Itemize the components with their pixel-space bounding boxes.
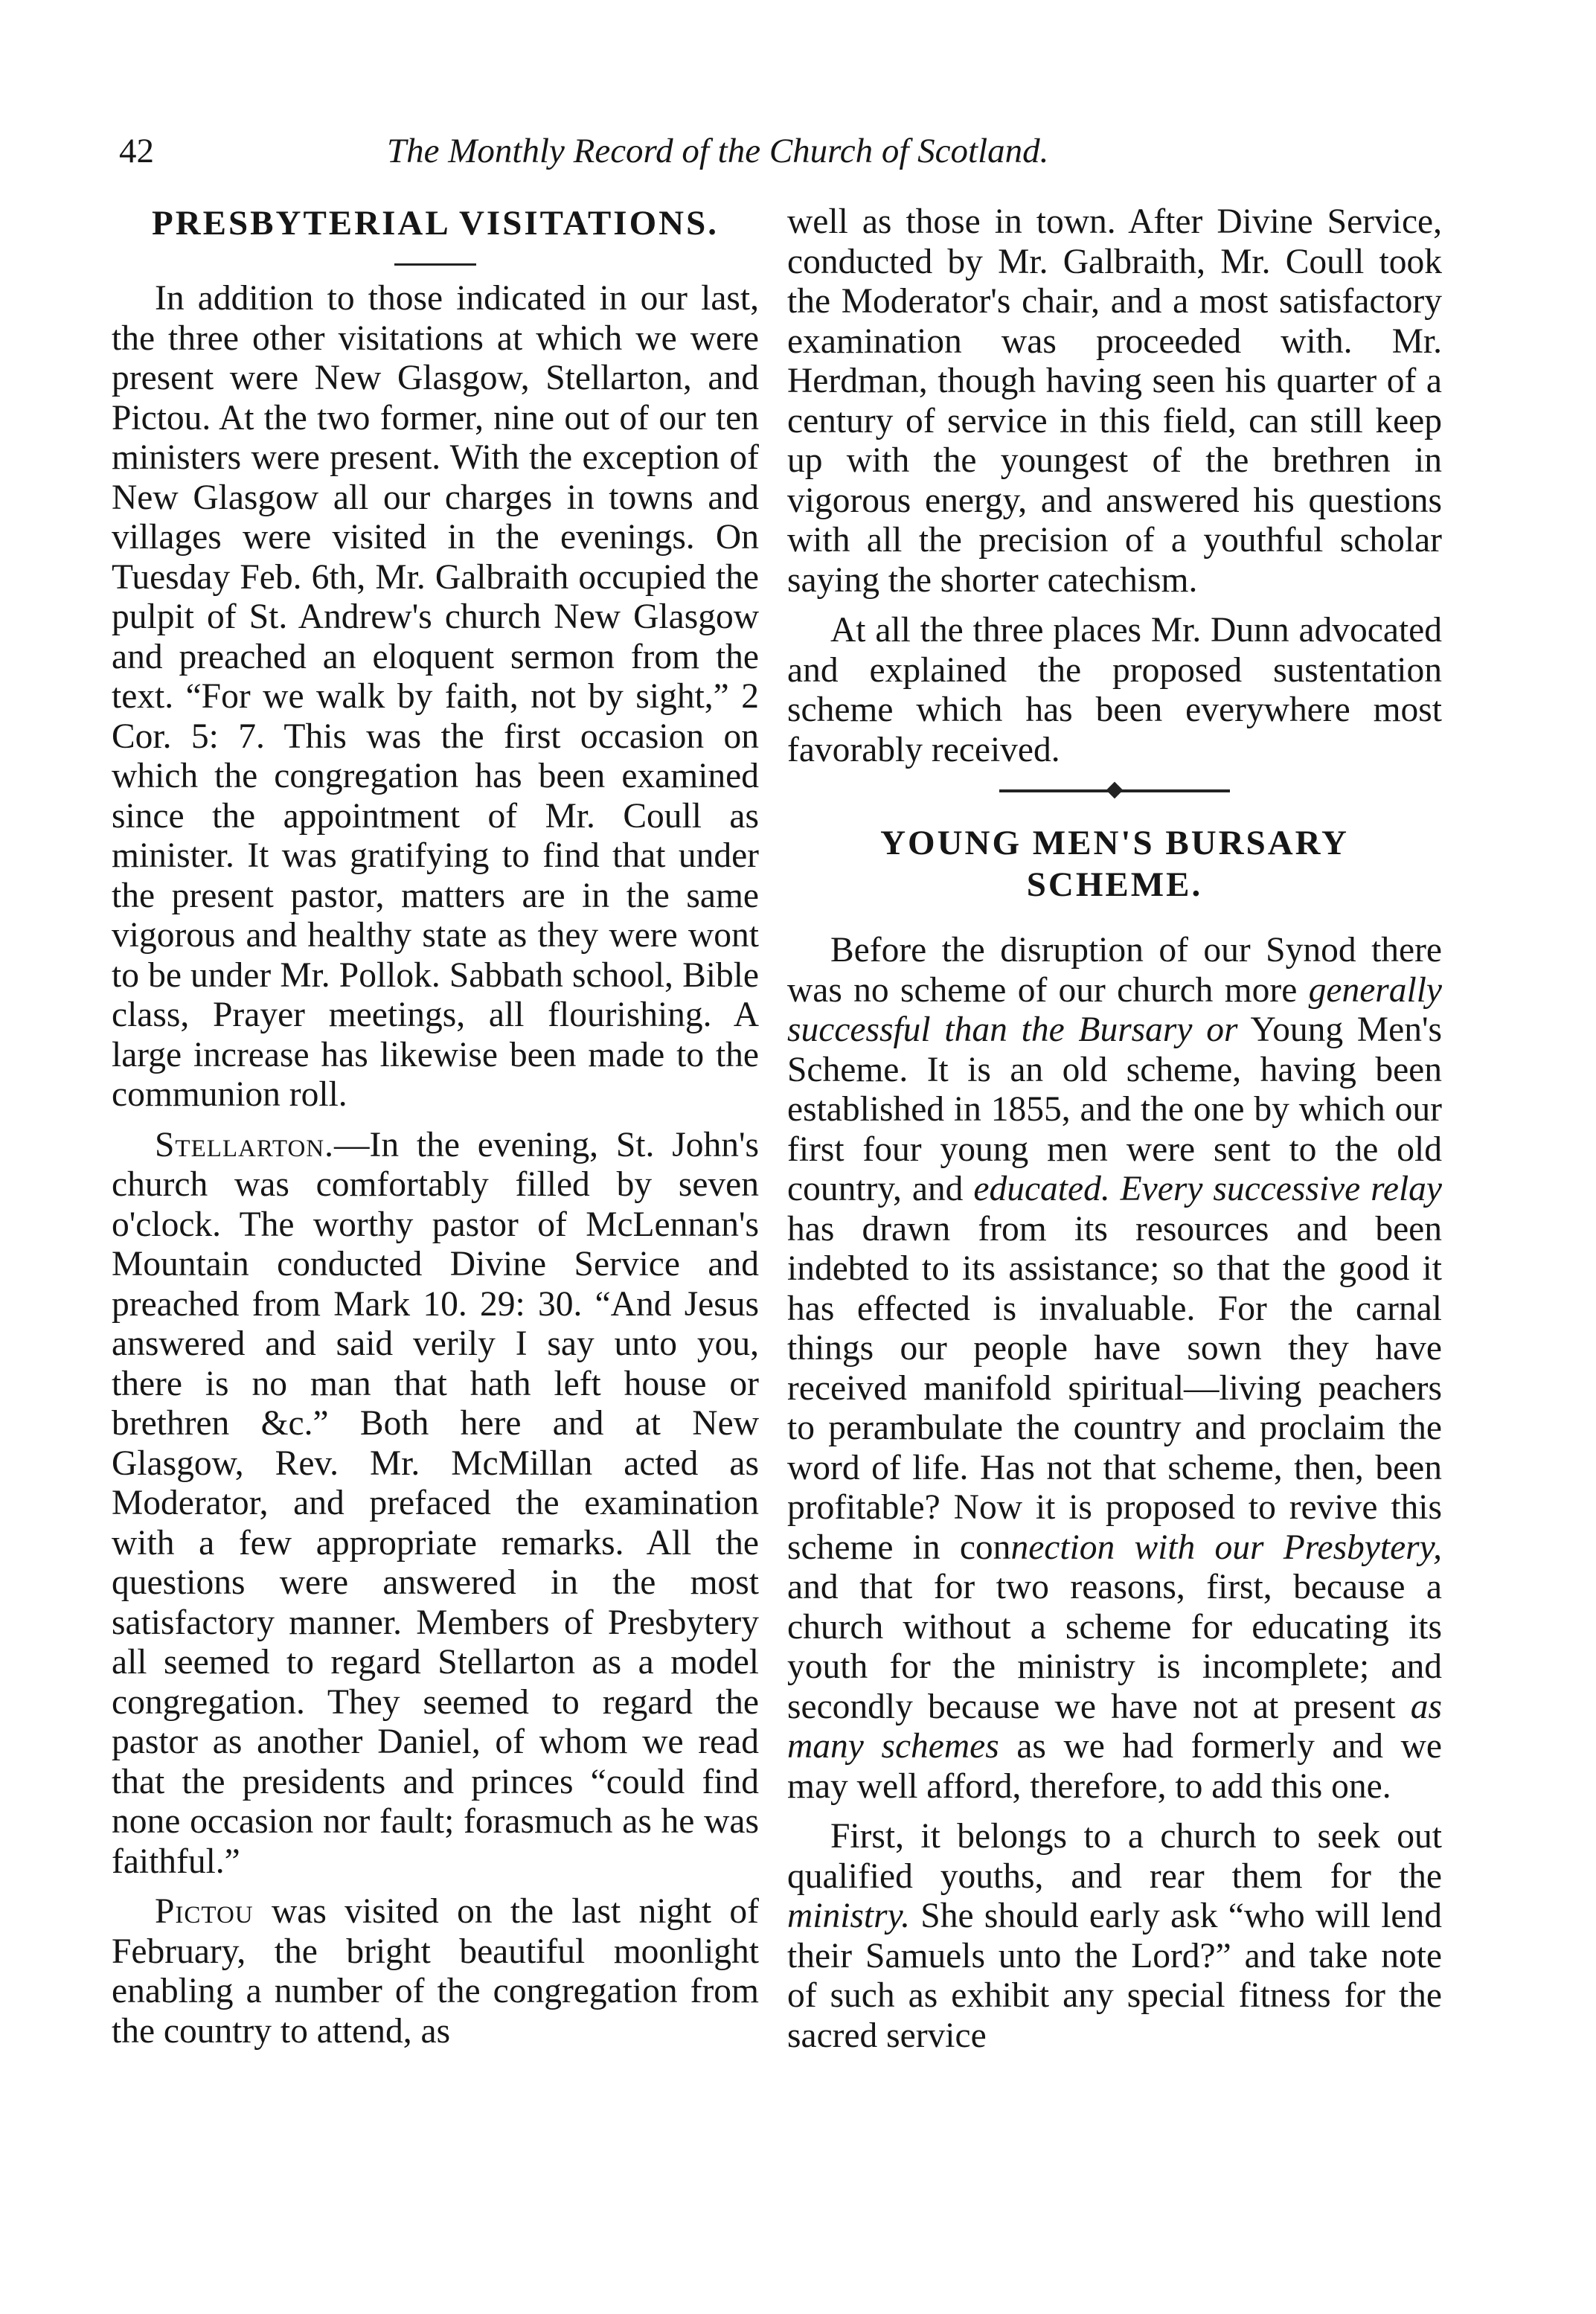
text-run: as we had formerly and we may well afford, therefore, to add this one. xyxy=(787,1727,1442,1806)
paragraph-first-reason xyxy=(787,1817,1442,2056)
paragraph-sustentation: At all the three places Mr. Dunn advocated and explained the proposed sustentation scheme which has been everywhere most favorably received. xyxy=(787,611,1442,769)
paragraph-text: —In the evening, St. John's church was comfortably filled by seven o'clock. The worthy pastor of McLennan's Mountain conducted Divine Service and preached from Mark 10. 29: 30. “And Jesus answered and said verily I say unto you, there is no man that hath left house or brethren &c.” Both here and at New Glasgow, Rev. Mr. McMillan acted as Moderator, and prefaced the examination with a few appropriate remarks. All the questions were answered in the most satisfactory manner. Members of Presbytery all seemed to regard Stellarton as a model congregation. They seemed to regard the pastor as another Daniel, of whom we read that the presidents and princes “could find none occasion nor fault; forasmuch as he was faithful.” xyxy=(112,1125,759,1881)
italic-run: generally successful than the Bursary or xyxy=(787,970,1442,1049)
article-heading-bursary-scheme xyxy=(787,822,1442,906)
text-run: and that for two reasons, first, because a church without a scheme for educating its youth for the ministry is incomplete; and secondly because we have not at present xyxy=(787,1568,1442,1726)
italic-run: as many schemes xyxy=(787,1687,1442,1766)
italic-run: educated. Every successive relay xyxy=(973,1170,1442,1208)
italic-run: nection with our Presbytery, xyxy=(1010,1528,1442,1567)
ornament-divider xyxy=(999,789,1230,792)
paragraph-new-glasgow: In addition to those indicated in our last, the three other visitations at which we were present were New Glasgow, Stellarton, and Pictou. At the two former, nine out of our ten ministers were present. With the exception of New Glasgow all our charges in towns and villages were visited in the evenings. On Tuesday Feb. 6th, Mr. Galbraith occupied the pulpit of St. Andrew's church New Glasgow and preached an eloquent sermon from the text. “For we walk by faith, not by sight,” 2 Cor. 5: 7. This was the first occasion on which the congregation has been examined since the appointment of Mr. Coull as minister. It was gratifying to find that under the present pastor, matters are in the same vigorous and healthy state as they were wont to be under Mr. Pollok. Sabbath school, Bible class, Prayer meetings, all flourishing. A large increase has likewise been made to the communion roll. xyxy=(112,279,759,1114)
page-number: 42 xyxy=(119,132,154,170)
heading-line: SCHEME. xyxy=(1026,865,1203,904)
running-title: The Monthly Record of the Church of Scotland. xyxy=(387,132,1049,170)
place-label-stellarton: Stellarton. xyxy=(155,1125,335,1164)
italic-run: ministry. xyxy=(787,1897,910,1935)
text-run: has drawn from its resources and been indebted to its assistance; so that the good it has effected is invaluable. For the carnal things our people have sown they have received manifold spiritual—living peachers to perambulate the country and proclaim the word of life. Has not that scheme, then, been profitable? Now it is proposed to revive this scheme in con xyxy=(787,1209,1442,1567)
left-column xyxy=(112,202,759,2256)
page-header xyxy=(119,125,1466,177)
text-run: First, it belongs to a church to seek out qualified youths, and rear them for the xyxy=(787,1817,1442,1896)
text-run: Before the disruption of our Synod there was no scheme of our church more xyxy=(787,931,1442,1010)
paragraph-pictou xyxy=(112,1892,759,2051)
article-heading-presbyterial-visitations: PRESBYTERIAL VISITATIONS. xyxy=(152,204,719,243)
paragraph-continuation: well as those in town. After Divine Service, conducted by Mr. Galbraith, Mr. Coull took the Moderator's chair, and a most satisfactory examination was proceeded with. Mr. Herdman, though having seen his quarter of a century of service in this field, can still keep up with the youngest of the brethren in vigorous energy, and answered his questions with all the precision of a youthful scholar saying the shorter catechism. xyxy=(787,202,1442,600)
place-label-pictou: Pictou xyxy=(155,1892,254,1931)
right-column xyxy=(787,202,1442,2256)
paragraph-stellarton xyxy=(112,1126,759,1882)
text-run: Young Men's Scheme. It is an old scheme, having been established in 1855, and the one by which our first four young men were sent to the old country, and xyxy=(787,1010,1442,1208)
heading-rule xyxy=(394,263,476,266)
paragraph-bursary-history xyxy=(787,931,1442,1807)
paragraph-text: was visited on the last night of February, the bright beautiful moonlight enabling a number of the congregation from the country to attend, as xyxy=(112,1892,759,2051)
heading-line: YOUNG MEN'S BURSARY xyxy=(880,824,1349,862)
text-run: She should early ask “who will lend their Samuels unto the Lord?” and take note of such as exhibit any special fitness for the sacred service xyxy=(787,1897,1442,2055)
